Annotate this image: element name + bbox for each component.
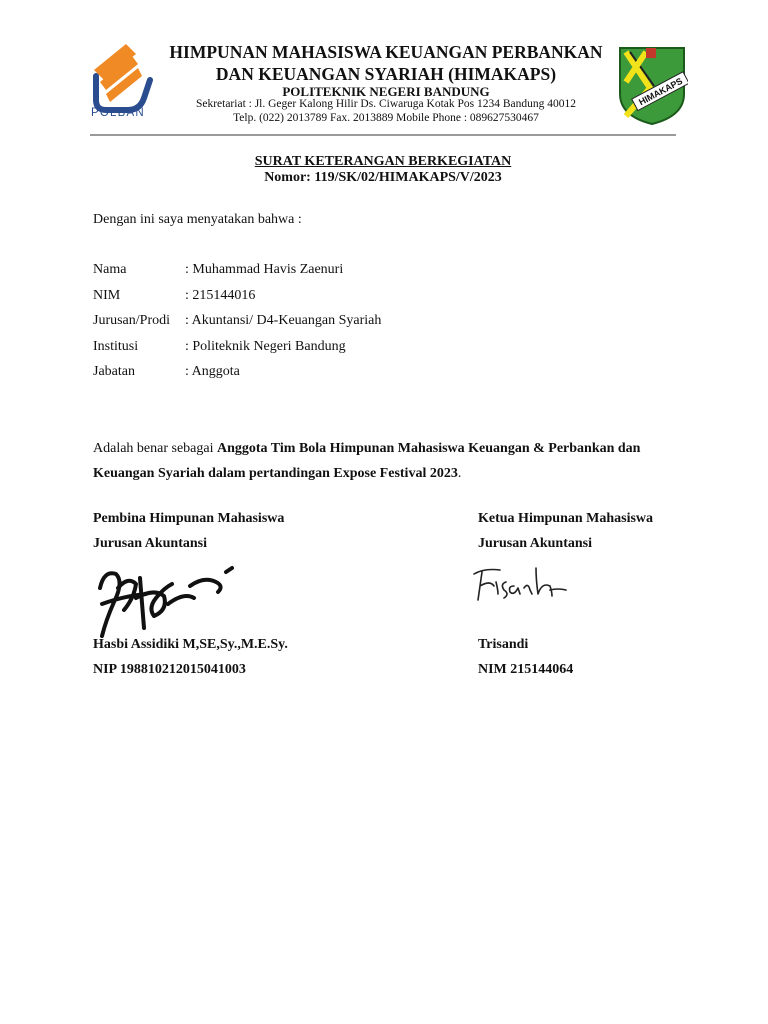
statement-paragraph xyxy=(93,436,683,486)
field-value: : Muhammad Havis Zaenuri xyxy=(185,262,344,277)
field-value: : Politeknik Negeri Bandung xyxy=(185,339,346,354)
left-signer-department: Jurusan Akuntansi xyxy=(93,536,208,551)
contact-line: Telp. (022) 2013789 Fax. 2013889 Mobile Phone : 089627530467 xyxy=(233,112,539,124)
institution-name: POLITEKNIK NEGERI BANDUNG xyxy=(282,84,490,99)
left-signature xyxy=(94,558,244,638)
right-signer-role: Ketua Himpunan Mahasiswa xyxy=(478,511,654,526)
himakaps-logo-text: HIMAKAPS xyxy=(637,75,685,108)
field-label: Institusi xyxy=(93,339,139,354)
address-line: Sekretariat : Jl. Geger Kalong Hilir Ds. Ciwaruga Kotak Pos 1234 Bandung 40012 xyxy=(195,98,577,110)
himakaps-logo xyxy=(616,42,688,126)
right-signer-department: Jurusan Akuntansi xyxy=(478,536,593,551)
field-value: : Akuntansi/ D4-Keuangan Syariah xyxy=(185,313,382,328)
statement-suffix: . xyxy=(457,466,462,481)
field-label: NIM xyxy=(93,288,121,303)
org-name-line1: HIMPUNAN MAHASISWA KEUANGAN PERBANKAN xyxy=(169,42,603,62)
field-value: : 215144016 xyxy=(185,288,256,303)
right-signer-name: Trisandi xyxy=(478,637,529,652)
document-title: SURAT KETERANGAN BERKEGIATAN xyxy=(254,154,512,169)
statement-prefix: Adalah benar sebagai xyxy=(93,441,217,456)
left-signer-role: Pembina Himpunan Mahasiswa xyxy=(93,511,285,526)
field-label: Jurusan/Prodi xyxy=(93,313,170,328)
field-value: : Anggota xyxy=(185,364,240,379)
statement-bold: Anggota Tim Bola Himpunan Mahasiswa Keuangan & Perbankan dan Keuangan Syariah dalam pertandingan Expose Festival 2023 xyxy=(93,441,641,481)
org-name-line2: DAN KEUANGAN SYARIAH (HIMAKAPS) xyxy=(215,64,557,84)
right-signer-nim: NIM 215144064 xyxy=(478,662,574,677)
header-divider xyxy=(90,134,676,136)
polban-logo-text: POLBAN xyxy=(91,107,145,119)
intro-text: Dengan ini saya menyatakan bahwa : xyxy=(93,212,302,227)
left-signer-nip: NIP 198810212015041003 xyxy=(93,662,246,677)
field-label: Jabatan xyxy=(93,364,135,379)
document-number: Nomor: 119/SK/02/HIMAKAPS/V/2023 xyxy=(264,170,502,185)
field-label: Nama xyxy=(93,262,127,277)
left-signer-name: Hasbi Assidiki M,SE,Sy.,M.E.Sy. xyxy=(93,637,288,652)
right-signature xyxy=(470,560,580,610)
